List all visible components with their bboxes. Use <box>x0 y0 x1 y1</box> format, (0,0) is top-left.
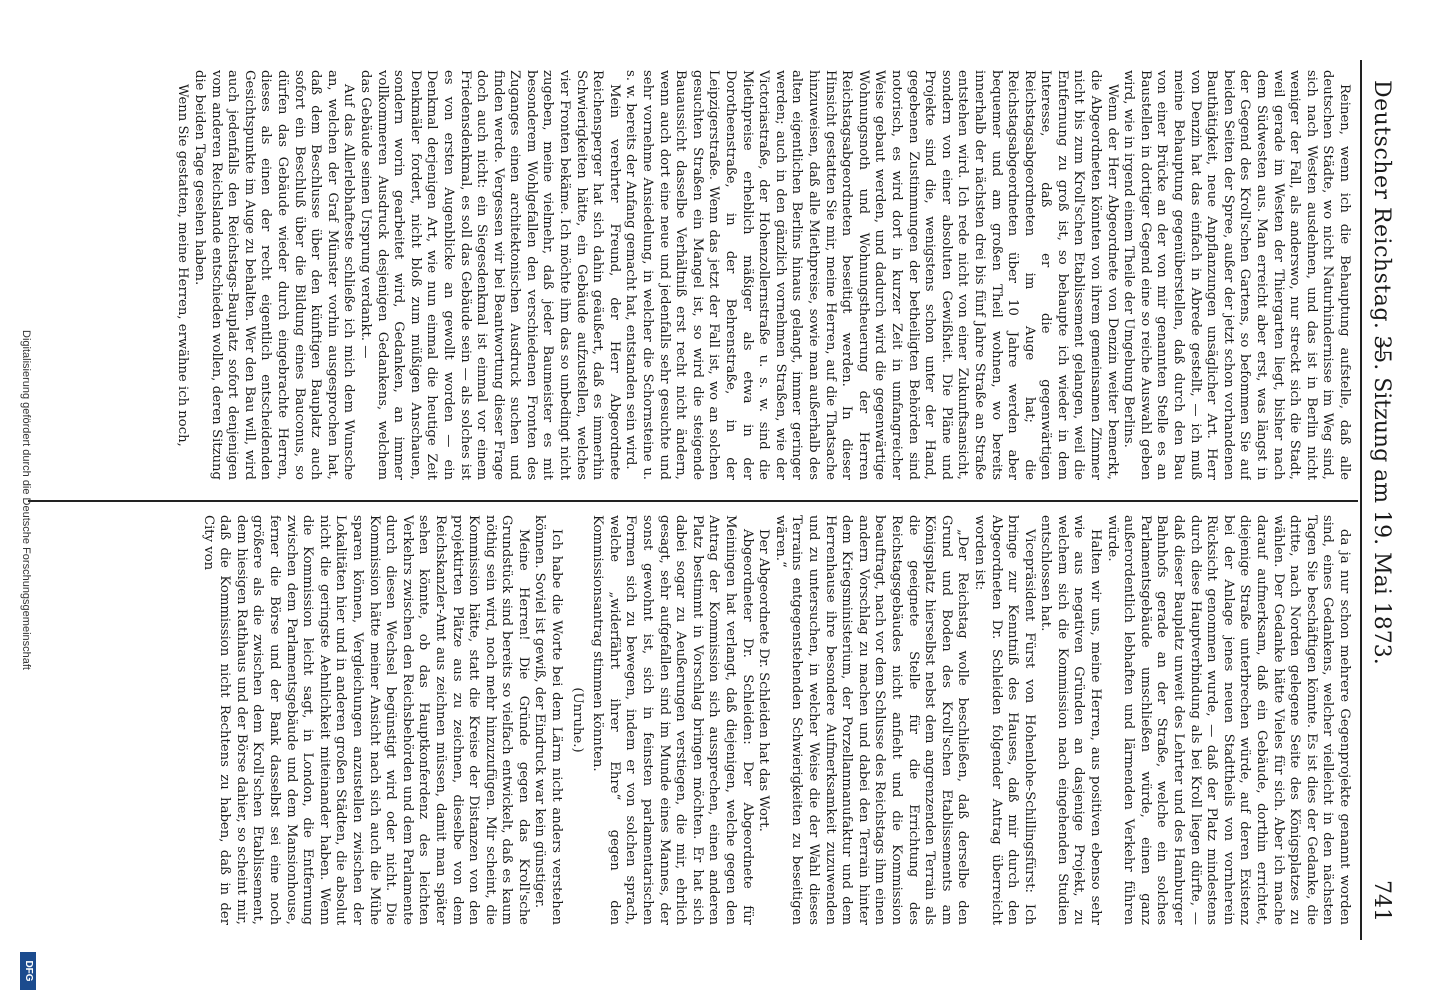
column-divider <box>28 500 1358 502</box>
digitization-note: Digitalisierung gefördert durch die Deutsche Forschungsgemeinschaft <box>20 330 32 670</box>
dfg-logo: DFG <box>20 952 36 990</box>
paragraph: Reinen, wenn ich die Behauptung aufstelle, daß alle deutschen Städte, wo nicht Naturhindernisse im Weg sind, sich nach Westen ausdehnen, und das ist in Berlin nicht weniger der Fall, als anderswo, nur streckt sich die Stadt, weil gerade im Westen der Thiergarten liegt, bisher nach dem Südwesten aus. Man erreicht aber erst, was längst in der Gegend des Kroll'schen Gartens, so befommen Sie auf beiden Seiten der Spree, außer der jetzt schon vorhandenen Bauthätigkeit, neue Anpflanzungen unsäglicher Art. Herr von Denzin hat das einfach in Abrede gestellt, — ich muß meine Behauptung gegenüberstellen, daß durch den Bau von einer Brücke an der von mir genannten Stelle es an Baustellen in dortiger Gegend eine so reiche Auswahl geben wird, wie in irgend einem Theile der Umgebung Berlins. <box>1121 70 1352 480</box>
header-session-title: 35. Sitzung am 19. Mai 1873. <box>1369 335 1394 665</box>
right-column <box>32 515 1352 925</box>
paragraph: Meine Herren! Die Gründe gegen das Kroll'sche Grundstück sind bereits so vielfach entwickelt, daß es kaum nöthig sein wird, noch mehr hinzuzufügen. Mir scheint, die Kommission hätte, statt die Kreise der Distanzen von den projektirten Plätze aus zu zeichnen, dieselbe von dem Reichskanzler-Amt aus zeichnen müssen, damit man später sehen könnte, ob das Hauptkonferdenz des leichten Verkehrs zwischen den Reichsbehörden und dem Parlamente durch diesen Wechsel begünstigt wird oder nicht. Die Kommission hätte meiner Ansicht nach sich auch die Mühe sparen können, Vergleichungen anzustellen zwischen der Lokalitäten hier und in anderen großen Städten, die absolut nicht die geringste Aehnlichkeit miteinander haben. Wenn die Kommission leicht sagt, in London, die Entfernung zwischen dem Parlamentsgebäude und dem Mansionhouse, ferner die Börse und der Bank dasselbst sei eine noch größere als die zwischen dem Kroll'schen Etablissement, dem hiesigen Rathhaus und der Börse dahier, so scheint mir, daß die Kommission nicht Rechtens zu haben, daß in der City von <box>200 515 531 925</box>
header-rule <box>1360 60 1362 940</box>
page-number: 741 <box>1369 880 1394 922</box>
paragraph: da ja nur schon mehrere Gegenprojekte genannt worden sind, eines Gedankens, welcher vielleicht in den nächsten Tagen Sie beschäftigen könnte. Es ist dies der Gedanke, die dritte, nach Norden gelegene Seite des Königsplatzes zu wählen. Der Gedanke hätte Vieles für sich. Aber ich mache darauf aufmerksam, daß ein Gebäude, dorthin errichtet, diejenige Straße unterbrechen würde, auf deren Existenz bei der Anlage jenes neuen Stadttheils von vornherein Rücksicht genommen wurde, — daß der Platz mindestens durch diese Hauptverbindung als bei Kroll liegen dürfte, — daß dieser Bauplatz unweit des Lehrter und des Hamburger Bahnhofs gerade an der Straße, welche ein solches Parlamentsgebäude umschließen würde, einen ganz außerordentlich lebhaften und lärmenden Verkehr führen würde. <box>1104 515 1352 925</box>
left-column <box>32 70 1352 480</box>
paragraph: Abgeordneter Dr. Schleiden: Der Abgeordnete für Meiningen hat verlangt, daß diejenigen, welche gegen den Antrag der Kommission sich aussprechen, einen anderen Platz bestimmt in Vorschlag bringen möchten. Er hat sich dabei sogar zu Aeußerungen verstiegen, die mir, ehrlich gesagt, sehr aufgefallen sind im Munde eines Mannes, der sonst gewohnt ist, sich in feinsten parlamentarischen Formen sich zu bewegen, indem er von solchen sprach, welche „widerfährt ihrer Ehre“ gegen den Kommissionsantrag stimmen könnten. <box>590 515 755 925</box>
motion-text: „Der Reichstag wolle beschließen, daß derselbe den Grund und Boden des Kroll'schen Etablissements am Königsplatz hierselbst nebst dem angrenzenden Terrain als die geeignete Stelle für die Errichtung des Reichstagsgebäudes nicht anfieht und die Kommission beauftragt, nach vor dem Schlusse des Reichstags ihm einen andern Vorschlag zu machen und dabei den Terrain hinter dem Kriegsministerium, der Porzellanmanufaktur und dem Herrenhause ihre besondere Aufmerksamkeit zuzuwenden und zu untersuchen, in welcher Weise die der Wahl dieses Terrains entgegenstehenden Schwierigkeiten zu beseitigen wären.“ <box>772 515 971 925</box>
paragraph: Wenn Sie gestatten, meine Herren, erwähne ich noch, <box>175 84 191 447</box>
paragraph: Halten wir uns, meine Herren, aus positiven ebenso sehr wie aus negativen Gründen an dasjenige Projekt, zu welchem sich die Kommission nach eingehenden Studien entschlossen hat. <box>1038 515 1104 925</box>
paragraph: Vicepräsident Fürst von Hohenlohe-Schillingsfürst: Ich bringe zur Kenntniß des Hauses, daß mir durch den Abgeordneten Dr. Schleiden folgender Antrag überreicht worden ist: <box>971 515 1037 925</box>
paragraph: Ich habe die Worte bei dem Lärm nicht anders verstehen können. Soviel ist gewiß, der Eindruck war kein günstiger. <box>532 515 565 925</box>
interjection: (Unruhe.) <box>569 687 585 753</box>
paragraph: Der Abgeordnete Dr. Schleiden hat das Wort. <box>756 529 772 832</box>
paragraph: Auf das Allerlebhafteste schließe ich mich dem Wunsche an, welchen der Graf Münster vorhin ausgesprochen hat, daß dem Beschlusse über den künftigen Bauplatz auch sofort ein Beschluß über die Bildung eines Bauconus, so dürfen das Gebäude wieder durch eingebrachte Herren, dieses als einen der recht eigentlich entscheidenden Gesichtspunkte im Auge zu behalten. Wer den Bau will, wird auch jedenfalls den Reichstags-Bauplatz sofort denjenigen vom anderen Reichslande entschieden wollen, deren Sitzung die beiden Tage gesehen haben. <box>192 70 357 480</box>
paragraph: Mein verehrter Freund, der Herr Abgeordnete Reichensperger hat sich dahin geäußert, daß es immerhin Schwierigkeiten hätte, ein Gebäude aufzustellen, welches vier Fronten bekäme. Ich möchte ihm das so unbedingt nicht zugeben, meine vielmehr, daß jeder Baumeister es mit besonderem Wohlgefallen den verschiedenen Fronten des Zuganges einen architektonischen Ausdruck suchen und finden werde. Vergessen wir bei Beantwortung dieser Frage doch auch nicht: ein Siegesdenkmal ist einmal vor einem Friedensdenkmal, es soll das Gebäude sein — als solches ist es von ersten Augenblicke an gewollt worden — ein Denkmal derjenigen Art, wie nun einmal die heutige Zeit Denkmäler fordert, nicht bloß zum müßigen Anschauen, sondern worin gearbeitet wird, Gedanken, an immer vollkommeren Ausdruck desjenigen Gedankens, welchem das Gebäude seinen Ursprung verdankt. — <box>357 70 622 480</box>
paragraph: Wenn der Herr Abgeordnete von Denzin weiter bemerkt, die Abgeordneten könnten von ihrem gemeinsamen Zimmer nicht bis zum Kroll'schen Etablissement gelangen, weil die Entfernung zu groß ist, so behaupte ich wieder in dem Interesse, daß er die gegenwärtigen Reichstagsabgeordneten im Auge hat; die Reichstagsabgeordneten über 10 Jahre werden aber bequemer und am großen Theil wohnen, wo bereits innerhalb der nächsten drei bis fünf Jahre Straße an Straße entstehen wird. Ich rede nicht von einer Zukunftsansicht, sondern von einer absoluten Gewißheit. Die Pläne und Projekte sind die, wenigstens schon unter der Hand, gegebenen Zustimmungen der betheiligten Behörden sind notorisch, es wird dort in kurzer Zeit in umfangreicher Weise gebaut werden, und dadurch wird die gegenwärtige Wohnungsnoth und Wohnungstheuerung der Herren Reichstagsabgeordneten beseitigt werden. In dieser Hinsicht gestatten Sie mir, meine Herren, auf die Thatsache hinzuweisen, daß alle Miethpreise, sowie man außerhalb des alten eigentlichen Berlins hinaus gelangt, immer geringer werden; auch in den gänzlich vornehmen Straßen, wie der Victoriastraße, der Hohenzollernstraße u. s. w. sind die Miethpreise erheblich mäßiger als etwa in der Dorotheenstraße, in der Behrenstraße, in der Leipzigerstraße. Wenn das jetzt der Fall ist, wo an solchen gesuchten Straßen ein Mangel ist, so wird die steigende Bauaussicht dasselbe Verhältniß erst recht nicht ändern, wenn auch dort eine neue und jedenfalls sehr gesuchte und sehr vornehme Ansiedelung, in welcher die Schornsteine u. s. w. bereits der Anfang gemacht hat, entstanden sein wird. <box>623 70 1120 480</box>
header-left-title: Deutscher Reichstag. — <box>1369 80 1394 360</box>
